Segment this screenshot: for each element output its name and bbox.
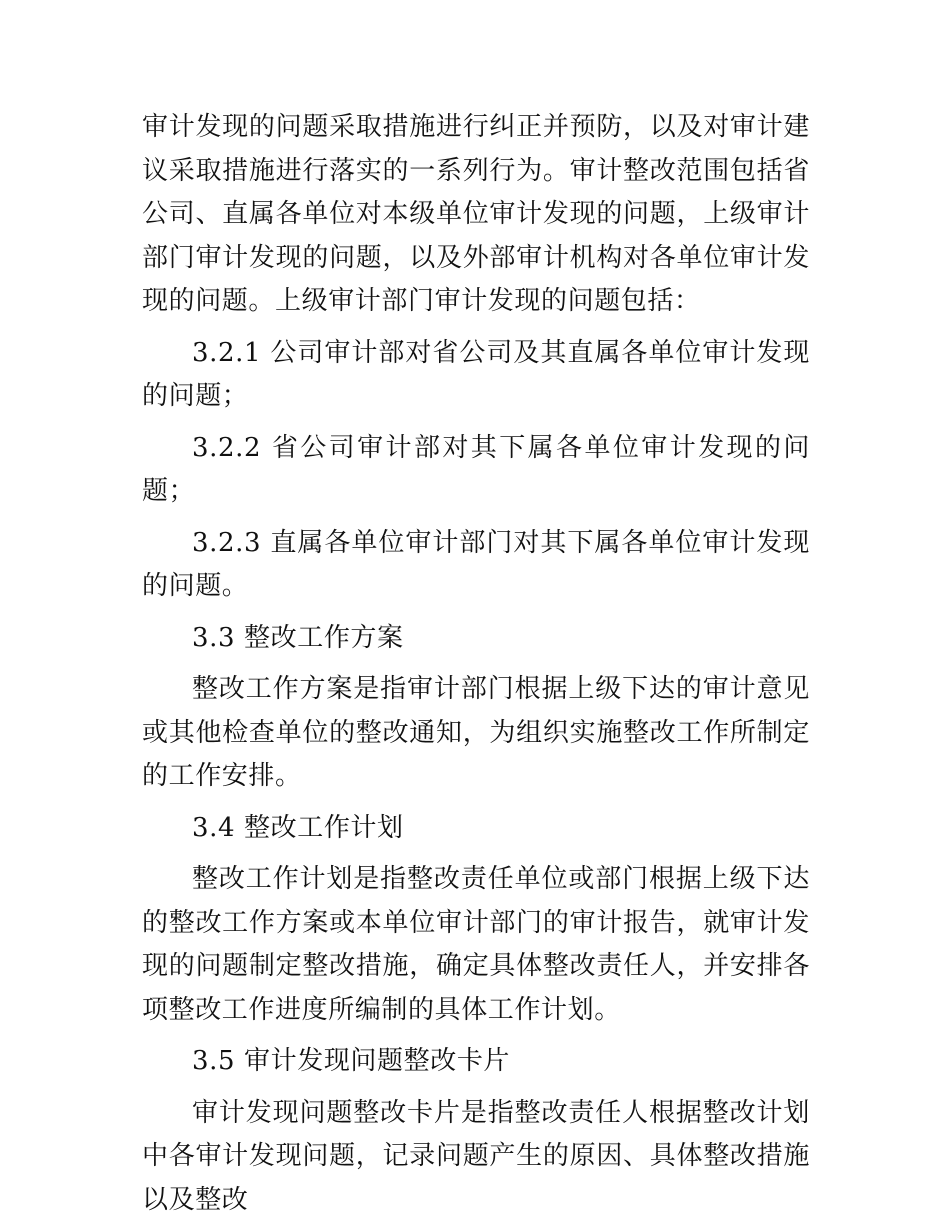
- paragraph-audit-scope: 审计发现的问题采取措施进行纠正并预防，以及对审计建议采取措施进行落实的一系列行为。审计整改范围包括省公司、直属各单位对本级单位审计发现的问题，上级审计部门审计发现的问题，以及外部审计机构对各单位审计发现的问题。上级审计部门审计发现的问题包括：: [142, 112, 810, 316]
- section-heading-3-4: 3.4 整改工作计划: [192, 812, 404, 843]
- paragraph-item-3-2-3: 3.2.3 直属各单位审计部门对其下属各单位审计发现的问题。: [142, 527, 810, 601]
- paragraph-rectification-plan: 整改工作方案是指审计部门根据上级下达的审计意见或其他检查单位的整改通知，为组织实施整改工作所制定的工作安排。: [142, 674, 810, 791]
- section-heading-3-5: 3.5 审计发现问题整改卡片: [192, 1046, 511, 1076]
- paragraph-item-3-2-1: 3.2.1 公司审计部对省公司及其直属各单位审计发现的问题；: [142, 337, 810, 411]
- paragraph-rectification-card: 审计发现问题整改卡片是指整改责任人根据整改计划中各审计发现问题，记录问题产生的原因、具体整改措施以及整改: [142, 1097, 810, 1215]
- section-heading-3-3: 3.3 整改工作方案: [192, 622, 404, 653]
- paragraph-item-3-2-2: 3.2.2 省公司审计部对其下属各单位审计发现的问题；: [142, 432, 810, 506]
- paragraph-rectification-schedule: 整改工作计划是指整改责任单位或部门根据上级下达的整改工作方案或本单位审计部门的审计报告，就审计发现的问题制定整改措施，确定具体整改责任人，并安排各项整改工作进度所编制的具体工作计划。: [142, 864, 810, 1025]
- document-body: [142, 106, 810, 1222]
